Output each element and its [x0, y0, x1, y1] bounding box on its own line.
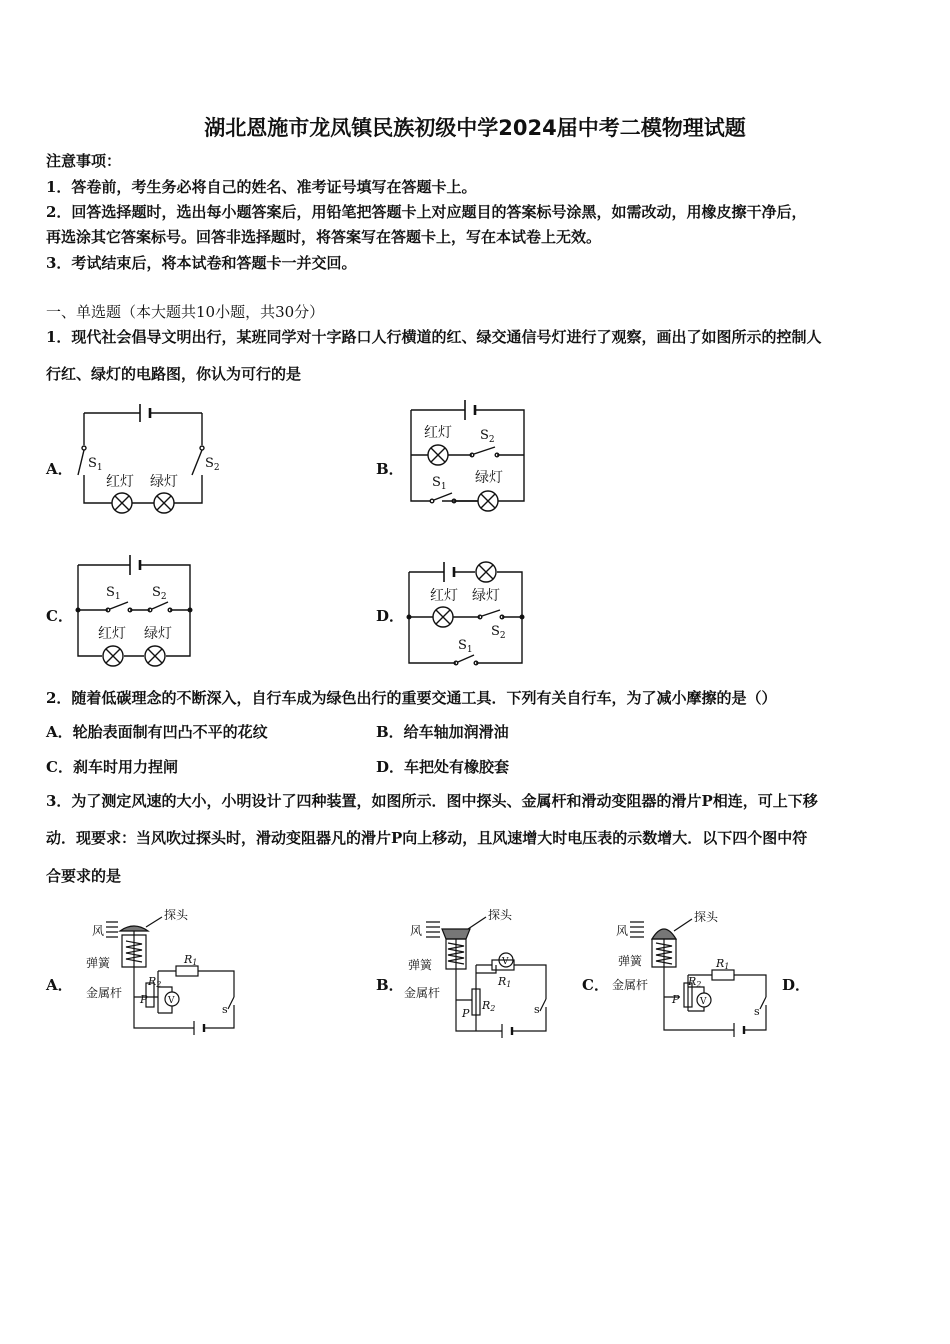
q1d-s1: S: [458, 638, 467, 653]
svg-text:S2: [152, 585, 167, 602]
q1-option-a-label: A．: [46, 460, 73, 478]
q3b-wind: 风: [410, 924, 423, 938]
q3c-wind: 风: [616, 924, 629, 938]
q2-option-d: D．车把处有橡胶套: [376, 758, 510, 776]
q1d-s1-sub: 1: [466, 645, 473, 655]
q3b-p: P: [462, 1007, 470, 1020]
page-title: 湖北恩施市龙凤镇民族初级中学2024届中考二模物理试题: [204, 116, 746, 140]
q3b-spring: 弹簧: [408, 958, 433, 972]
q1c-s1-sub: 1: [114, 592, 121, 602]
q3a-voltmeter: V: [168, 996, 175, 1006]
q1-circuit-c: [70, 550, 205, 672]
q3-device-c: [608, 905, 778, 1040]
q1c-s2-sub: 2: [160, 592, 167, 602]
q3-option-b-label: B．: [376, 976, 404, 994]
q3b-rod: 金属杆: [404, 986, 441, 1000]
q1c-s1: S: [106, 585, 115, 600]
notice-item-2-cont: 再选涂其它答案标号。回答非选择题时，将答案写在答题卡上，写在本试卷上无效。: [46, 228, 602, 246]
svg-text:R1: [183, 953, 197, 967]
q1-circuit-a: [70, 400, 230, 522]
section-heading: 一、单选题（本大题共10小题，共30分）: [46, 303, 325, 321]
q3b-r1: R: [498, 975, 507, 988]
q1-stem-line1: 1．现代社会倡导文明出行，某班同学对十字路口人行横道的红、绿交通信号灯进行了观察，画出了如图所示的控制人: [46, 328, 822, 346]
q1-option-c-label: C．: [46, 607, 73, 625]
q1d-red-lamp-label: 红灯: [430, 588, 458, 604]
q1c-s2: S: [152, 585, 161, 600]
svg-text:S2: [205, 456, 220, 473]
q1a-s2: S: [205, 456, 214, 471]
q1b-s1: S: [432, 475, 441, 490]
q1d-green-lamp-label: 绿灯: [472, 588, 500, 604]
q3b-probe: 探头: [488, 908, 513, 922]
q1b-s1-sub: 1: [440, 482, 447, 492]
q3c-r2-sub: 2: [696, 980, 702, 989]
q1b-red-lamp-label: 红灯: [424, 425, 452, 441]
q1b-green-lamp-label: 绿灯: [475, 470, 503, 486]
svg-text:S1: [458, 638, 473, 655]
svg-text:S2: [480, 428, 495, 445]
notice-heading: 注意事项：: [46, 152, 122, 170]
q3c-voltmeter: V: [700, 997, 707, 1007]
q1b-s2-sub: 2: [488, 435, 495, 445]
q3c-r1-sub: 1: [724, 962, 730, 971]
q3c-p: P: [672, 993, 680, 1006]
notice-item-1: 1．答卷前，考生务必将自己的姓名、准考证号填写在答题卡上。: [46, 178, 477, 196]
q3a-r1-sub: 1: [192, 958, 198, 967]
q1a-green-lamp-label: 绿灯: [150, 474, 178, 490]
q1d-s2: S: [491, 624, 500, 639]
q3a-p: P: [140, 993, 148, 1006]
q2-option-b: B．给车轴加润滑油: [376, 723, 509, 741]
svg-text:R2: [481, 999, 495, 1013]
svg-text:R1: [715, 957, 729, 971]
q1d-s2-sub: 2: [499, 631, 506, 641]
q1a-s1-sub: 1: [96, 463, 103, 473]
q3-option-d-label: D．: [782, 976, 811, 994]
q1-option-b-label: B．: [376, 460, 404, 478]
q3-stem-line1: 3．为了测定风速的大小，小明设计了四种装置，如图所示．图中探头、金属杆和滑动变阻器的滑片P相连，可上下移: [46, 792, 818, 810]
q1-stem-line2: 行红、绿灯的电路图，你认为可行的是: [46, 365, 302, 383]
q3b-r2: R: [482, 999, 491, 1012]
svg-text:R2: [687, 975, 701, 989]
q1a-s2-sub: 2: [213, 463, 220, 473]
svg-text:S1: [106, 585, 121, 602]
q3c-r2: R: [688, 975, 697, 988]
svg-text:S1: [88, 456, 103, 473]
q3c-rod: 金属杆: [612, 978, 649, 992]
svg-text:S1: [432, 475, 447, 492]
q3a-rod: 金属杆: [86, 986, 123, 1000]
q1-option-d-label: D．: [376, 607, 405, 625]
q1-circuit-d: [400, 555, 535, 670]
notice-item-2: 2．回答选择题时，选出每小题答案后，用铅笔把答题卡上对应题目的答案标号涂黑，如需改动，用橡皮擦干净后，: [46, 203, 807, 221]
q3a-wind: 风: [92, 924, 105, 938]
q3-device-b: [404, 905, 564, 1043]
notice-item-3: 3．考试结束后，将本试卷和答题卡一并交回。: [46, 254, 357, 272]
q3b-voltmeter: V: [502, 957, 509, 967]
q3c-spring: 弹簧: [618, 954, 643, 968]
q2-stem: 2．随着低碳理念的不断深入，自行车成为绿色出行的重要交通工具．下列有关自行车，为了减小摩擦的是（）: [46, 689, 777, 707]
q1c-green-lamp-label: 绿灯: [144, 626, 172, 642]
q3-stem-line2: 动．现要求：当风吹过探头时，滑动变阻器凡的滑片P向上移动，且风速增大时电压表的示数增大．以下四个图中符: [46, 829, 808, 847]
q1a-s1: S: [88, 456, 97, 471]
q3a-switch: s: [222, 1003, 228, 1016]
svg-text:R1: [497, 975, 511, 989]
q3a-r1: R: [184, 953, 193, 966]
q1c-red-lamp-label: 红灯: [98, 626, 126, 642]
q1b-s2: S: [480, 428, 489, 443]
q3b-r1-sub: 1: [506, 980, 512, 989]
q3a-r2: R: [148, 975, 157, 988]
q3-option-a-label: A．: [46, 976, 73, 994]
q3a-probe: 探头: [164, 908, 189, 922]
q3-option-c-label: C．: [582, 976, 609, 994]
q3c-probe: 探头: [694, 910, 719, 924]
q3a-r2-sub: 2: [156, 980, 162, 989]
q1-circuit-b: [400, 395, 540, 520]
q3c-switch: s: [754, 1005, 760, 1018]
svg-text:R2: [147, 975, 161, 989]
svg-text:S2: [491, 624, 506, 641]
q3c-r1: R: [716, 957, 725, 970]
q3b-switch: s: [534, 1003, 540, 1016]
q3-stem-line3: 合要求的是: [46, 867, 122, 885]
q3b-r2-sub: 2: [490, 1004, 496, 1013]
q3-device-a: [76, 905, 246, 1040]
q2-option-c: C．刹车时用力捏闸: [46, 758, 178, 776]
q2-option-a: A．轮胎表面制有凹凸不平的花纹: [46, 723, 268, 741]
q3a-spring: 弹簧: [86, 956, 111, 970]
q1a-red-lamp-label: 红灯: [106, 474, 134, 490]
